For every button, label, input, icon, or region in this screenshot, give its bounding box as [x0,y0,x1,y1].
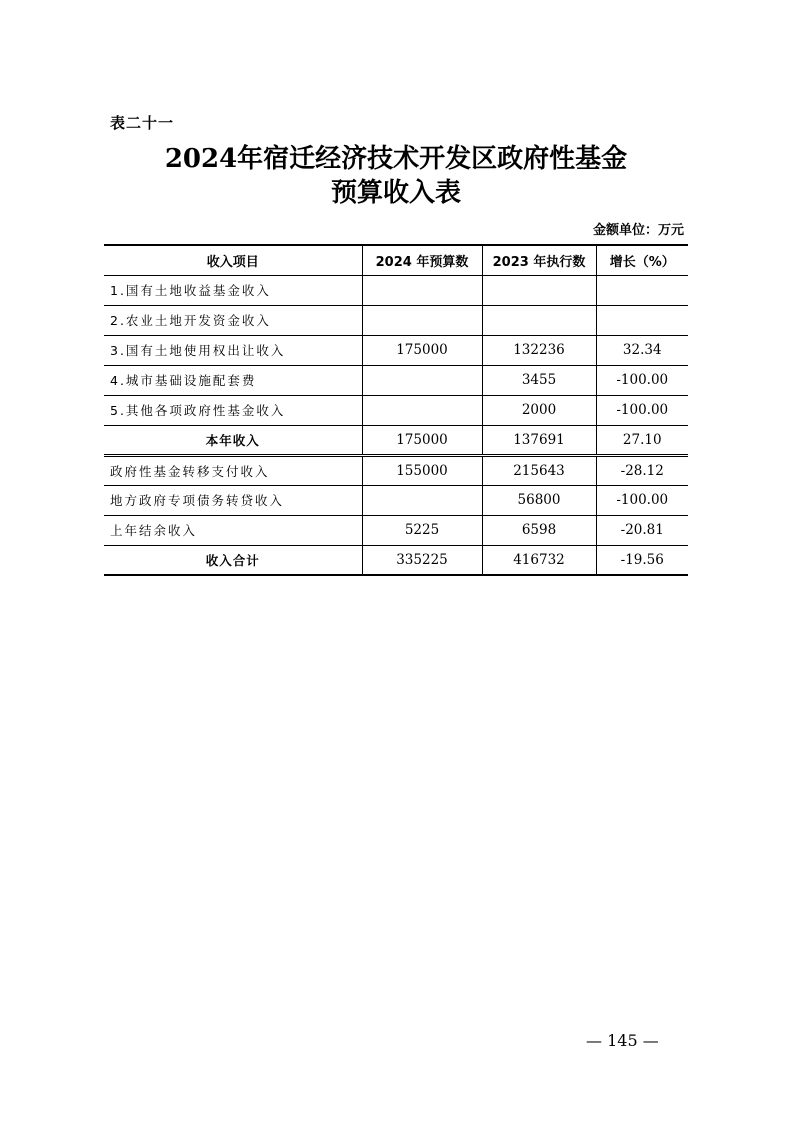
row-actual-2023: 416732 [482,545,596,575]
row-actual-2023 [482,305,596,335]
table-row [104,365,688,395]
row-budget-2024 [362,395,482,425]
row-budget-2024 [362,365,482,395]
row-item: 本年收入 [104,425,362,455]
row-budget-2024: 335225 [362,545,482,575]
row-actual-2023: 56800 [482,485,596,515]
row-actual-2023: 137691 [482,425,596,455]
row-budget-2024 [362,305,482,335]
table-row [104,515,688,545]
unit-label: 金额单位：万元 [592,223,684,238]
row-item: 1.国有土地收益基金收入 [104,275,362,305]
row-item: 5.其他各项政府性基金收入 [104,395,362,425]
table-row [104,455,688,485]
row-growth [596,275,688,305]
row-budget-2024 [362,485,482,515]
row-item: 2.农业土地开发资金收入 [104,305,362,335]
row-actual-2023: 6598 [482,515,596,545]
header-budget-2024: 2024 年预算数 [362,245,482,275]
table-row [104,305,688,335]
table-row [104,485,688,515]
row-growth [596,305,688,335]
page-title-line-2: 预算收入表 [330,178,461,208]
row-growth: -100.00 [596,365,688,395]
row-actual-2023 [482,275,596,305]
row-budget-2024 [362,275,482,305]
row-growth: -28.12 [596,455,688,485]
row-item: 4.城市基础设施配套费 [104,365,362,395]
row-item: 收入合计 [104,545,362,575]
row-actual-2023: 132236 [482,335,596,365]
header-growth: 增长（%） [596,245,688,275]
row-item: 3.国有土地使用权出让收入 [104,335,362,365]
page-number: — 145 — [586,1031,659,1050]
row-growth: 27.10 [596,425,688,455]
subtotal-row [104,425,688,455]
table-row [104,275,688,305]
row-growth: -19.56 [596,545,688,575]
header-item: 收入项目 [104,245,362,275]
header-actual-2023: 2023 年执行数 [482,245,596,275]
row-item: 上年结余收入 [104,515,362,545]
row-growth: -100.00 [596,395,688,425]
row-growth: 32.34 [596,335,688,365]
grand-total-row [104,545,688,575]
row-growth: -100.00 [596,485,688,515]
row-budget-2024: 5225 [362,515,482,545]
row-actual-2023: 3455 [482,365,596,395]
row-budget-2024: 175000 [362,425,482,455]
row-item: 政府性基金转移支付收入 [104,455,362,485]
revenue-table [104,244,688,576]
row-item: 地方政府专项债务转贷收入 [104,485,362,515]
row-actual-2023: 215643 [482,455,596,485]
table-header-row [104,245,688,275]
page-title-line-1: 2024年宿迁经济技术开发区政府性基金 [164,144,628,174]
row-actual-2023: 2000 [482,395,596,425]
row-budget-2024: 175000 [362,335,482,365]
row-budget-2024: 155000 [362,455,482,485]
table-row [104,395,688,425]
table-label: 表二十一 [110,114,175,132]
row-growth: -20.81 [596,515,688,545]
table-row [104,335,688,365]
